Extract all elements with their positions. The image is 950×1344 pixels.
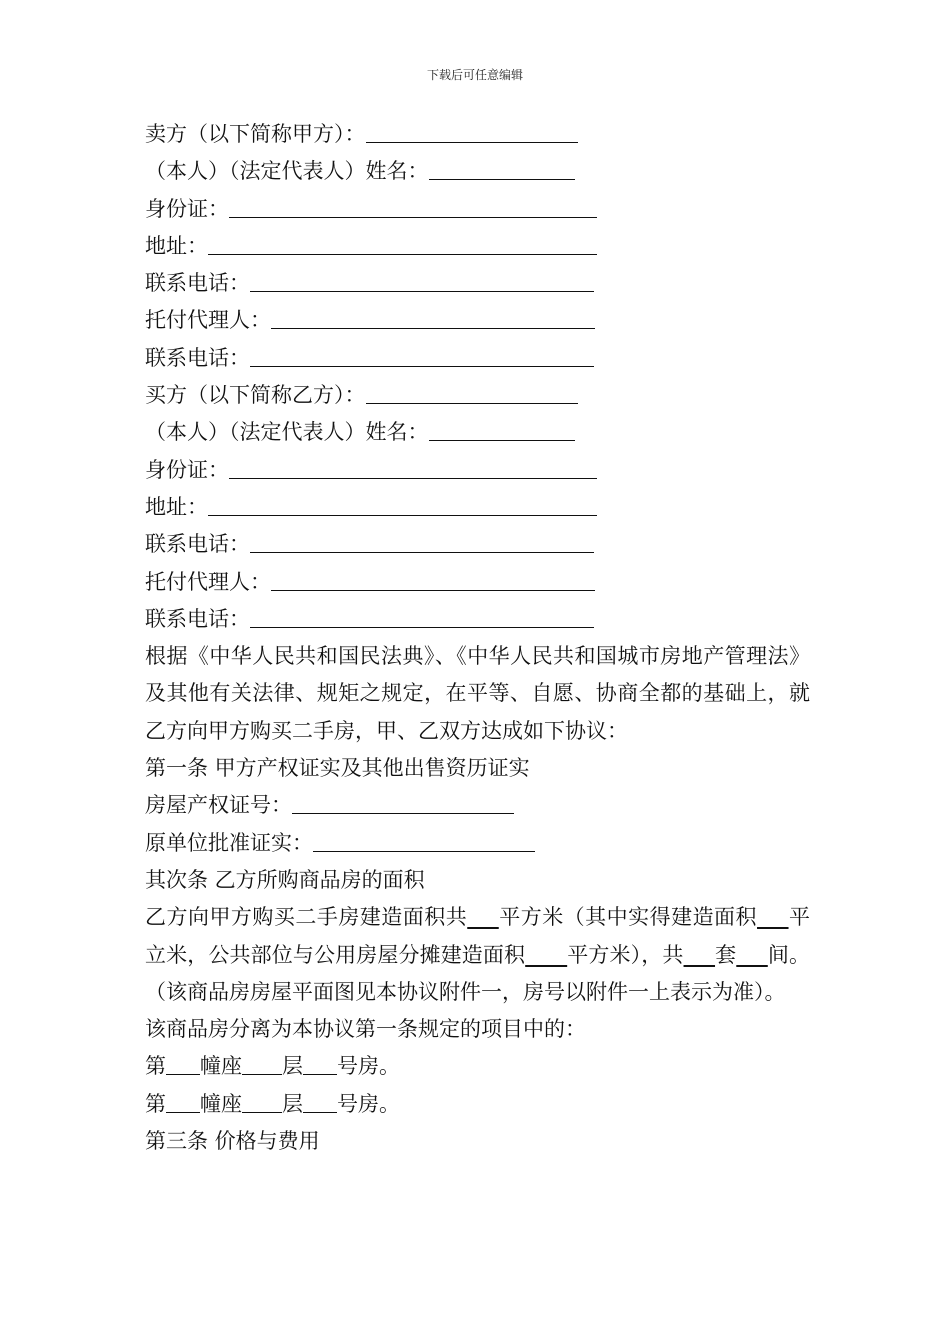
loc-hao-label: 号房。 xyxy=(337,1091,400,1116)
article1-title: 第一条 甲方产权证实及其他出售资历证实 xyxy=(145,756,530,781)
location-intro: 该商品房分离为本协议第一条规定的项目中的： xyxy=(145,1017,586,1042)
area-text-4: 平方米），共 xyxy=(567,942,684,967)
buyer-rep-field[interactable] xyxy=(429,418,575,441)
buyer-agent-phone-field[interactable] xyxy=(250,605,594,628)
contract-body xyxy=(145,116,810,1160)
loc-ceng-label: 层 xyxy=(282,1054,303,1079)
loc-di-label: 第 xyxy=(145,1091,166,1116)
buyer-agent-row xyxy=(145,564,810,601)
seller-title-label: 卖方（以下简称甲方）： xyxy=(145,122,366,146)
cert-no-row xyxy=(145,787,810,824)
room-count-field[interactable] xyxy=(736,943,768,967)
buyer-name-field[interactable] xyxy=(366,381,578,404)
seller-agent-field[interactable] xyxy=(271,306,595,329)
buyer-title-row xyxy=(145,377,810,414)
seller-phone-row xyxy=(145,265,810,302)
total-area-field[interactable] xyxy=(467,905,499,929)
seller-phone-field[interactable] xyxy=(250,269,594,292)
location-row-2 xyxy=(145,1086,810,1123)
approval-field[interactable] xyxy=(313,829,535,852)
article3-title: 第三条 价格与费用 xyxy=(145,1129,320,1154)
building-field[interactable] xyxy=(166,1090,200,1113)
buyer-phone-label: 联系电话： xyxy=(145,532,250,557)
seller-agent-phone-field[interactable] xyxy=(250,344,594,367)
room-field[interactable] xyxy=(303,1090,337,1113)
seller-id-label: 身份证： xyxy=(145,196,229,221)
loc-zuo-label: 幢座 xyxy=(200,1091,242,1116)
loc-ceng-label: 层 xyxy=(282,1091,303,1116)
buyer-title-label: 买方（以下简称乙方）： xyxy=(145,383,366,408)
seller-agent-phone-label: 联系电话： xyxy=(145,345,250,370)
buyer-id-field[interactable] xyxy=(229,456,597,479)
approval-row xyxy=(145,825,810,862)
seller-rep-field[interactable] xyxy=(429,157,575,180)
buyer-phone-row xyxy=(145,526,810,563)
buyer-id-row xyxy=(145,452,810,489)
seller-agent-phone-row xyxy=(145,340,810,377)
cert-no-label: 房屋产权证号： xyxy=(145,793,292,818)
seller-title-row xyxy=(145,116,810,153)
area-paragraph xyxy=(145,899,810,1011)
loc-di-label: 第 xyxy=(145,1054,166,1079)
buyer-id-label: 身份证： xyxy=(145,457,229,482)
buyer-address-label: 地址： xyxy=(145,494,208,519)
seller-id-row xyxy=(145,191,810,228)
loc-zuo-label: 幢座 xyxy=(200,1054,242,1079)
loc-hao-label: 号房。 xyxy=(337,1054,400,1079)
shared-area-field[interactable] xyxy=(525,943,567,967)
area-text-1: 乙方向甲方购买二手房建造面积共 xyxy=(145,905,468,930)
buyer-agent-phone-label: 联系电话： xyxy=(145,606,250,631)
seller-id-field[interactable] xyxy=(229,195,597,218)
area-text-5: 套 xyxy=(715,942,737,967)
unit-count-field[interactable] xyxy=(684,943,716,967)
approval-label: 原单位批准证实： xyxy=(145,830,313,855)
net-area-field[interactable] xyxy=(757,905,789,929)
room-field[interactable] xyxy=(303,1052,337,1075)
cert-no-field[interactable] xyxy=(292,791,514,814)
seller-agent-label: 托付代理人： xyxy=(145,308,271,333)
seller-address-field[interactable] xyxy=(208,232,597,255)
floor-field[interactable] xyxy=(242,1090,282,1113)
page-header: 下载后可任意编辑 xyxy=(426,68,523,82)
seller-address-row xyxy=(145,228,810,265)
article2-title: 其次条 乙方所购商品房的面积 xyxy=(145,867,425,892)
area-text-2: 平方米（其中实得建造面积 xyxy=(498,905,758,930)
preamble-paragraph: 根据《中华人民共和国民法典》、《中华人民共和国城市房地产管理法》及其他有关法律、规矩之规定，在平等、自愿、协商全都的基础上，就乙方向甲方购买二手房，甲、乙双方达成如下协议： xyxy=(145,644,810,743)
buyer-address-row xyxy=(145,489,810,526)
buyer-agent-label: 托付代理人： xyxy=(145,569,271,594)
buyer-phone-field[interactable] xyxy=(250,530,594,553)
seller-name-field[interactable] xyxy=(366,120,578,143)
seller-address-label: 地址： xyxy=(145,233,208,258)
location-row-1 xyxy=(145,1048,810,1085)
area-text-6: 间。（该商品房房屋平面图见本协议附件一，房号以附件一上表示为准）。 xyxy=(145,942,811,1004)
seller-phone-label: 联系电话： xyxy=(145,271,250,296)
buyer-agent-field[interactable] xyxy=(271,568,595,591)
buyer-rep-label: （本人）（法定代表人）姓名： xyxy=(145,420,429,445)
seller-agent-row xyxy=(145,302,810,339)
floor-field[interactable] xyxy=(242,1052,282,1075)
buyer-address-field[interactable] xyxy=(208,493,597,516)
building-field[interactable] xyxy=(166,1052,200,1075)
seller-rep-label: （本人）（法定代表人）姓名： xyxy=(145,159,429,184)
buyer-rep-row xyxy=(145,414,810,451)
area-text-3: 平立米，公共部位与公用房屋分摊建造面积 xyxy=(145,905,811,967)
seller-rep-row xyxy=(145,153,810,190)
buyer-agent-phone-row xyxy=(145,601,810,638)
